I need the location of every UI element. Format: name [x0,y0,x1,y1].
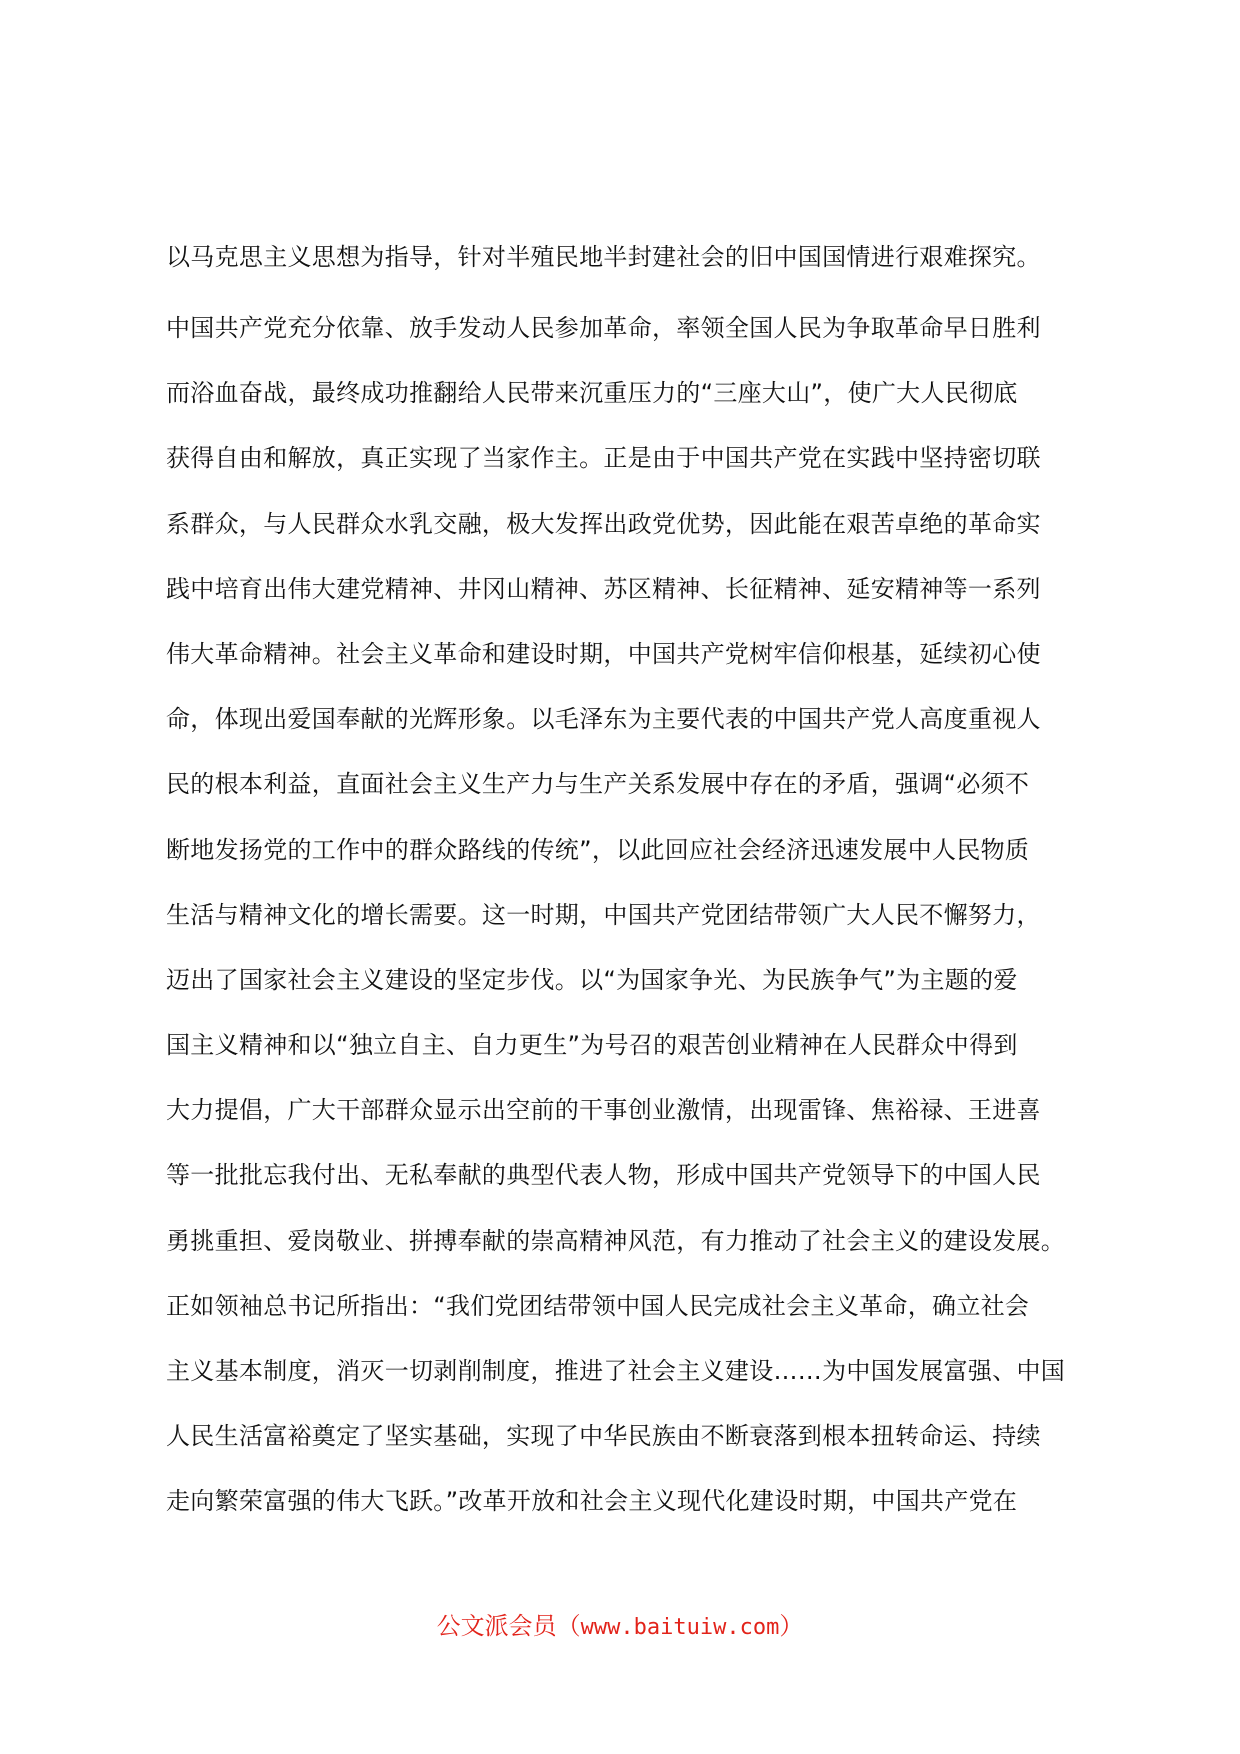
footer-site-url[interactable]: www.baituiw.com [580,1615,780,1640]
footer-open-paren: （ [556,1612,581,1640]
text-line: 民的根本利益，直面社会主义生产力与生产关系发展中存在的矛盾，强调“必须不 [166,770,1030,799]
text-line: 勇挑重担、爱岗敬业、拼搏奉献的崇高精神风范，有力推动了社会主义的建设发展。 [166,1226,1066,1255]
text-line: 等一批批忘我付出、无私奉献的典型代表人物，形成中国共产党领导下的中国人民 [166,1161,1041,1190]
text-line: 国主义精神和以“独立自主、自力更生”为号召的艰苦创业精神在人民群众中得到 [166,1031,1018,1060]
footer-watermark [0,1606,1240,1641]
text-line: 中国共产党充分依靠、放手发动人民参加革命，率领全国人民为争取革命早日胜利 [166,314,1041,342]
text-line: 生活与精神文化的增长需要。这一时期，中国共产党团结带领广大人民不懈努力， [166,900,1041,929]
text-line: 系群众，与人民群众水乳交融，极大发挥出政党优势，因此能在艰苦卓绝的革命实 [166,509,1041,538]
text-line: 断地发扬党的工作中的群众路线的传统”，以此回应社会经济迅速发展中人民物质 [166,835,1030,864]
text-line: 迈出了国家社会主义建设的坚定步伐。以“为国家争光、为民族争气”为主题的爱 [166,965,1018,994]
text-line: 走向繁荣富强的伟大飞跃。”改革开放和社会主义现代化建设时期，中国共产党在 [166,1487,1018,1516]
text-line: 以马克思主义思想为指导，针对半殖民地半封建社会的旧中国国情进行艰难探究。 [166,243,1041,271]
text-line: 伟大革命精神。社会主义革命和建设时期，中国共产党树牢信仰根基，延续初心使 [166,639,1041,668]
footer-close-paren: ） [779,1612,804,1640]
text-line: 践中培育出伟大建党精神、井冈山精神、苏区精神、长征精神、延安精神等一系列 [166,574,1041,603]
text-line: 主义基本制度，消灭一切剥削制度，推进了社会主义建设……为中国发展富强、中国 [166,1357,1066,1385]
text-line: 获得自由和解放，真正实现了当家作主。正是由于中国共产党在实践中坚持密切联 [166,444,1041,473]
footer-label: 公文派会员 [436,1612,557,1640]
text-line: 正如领袖总书记所指出：“我们党团结带领中国人民完成社会主义革命，确立社会 [166,1291,1030,1320]
text-line: 大力提倡，广大干部群众显示出空前的干事创业激情，出现雷锋、焦裕禄、王进喜 [166,1096,1041,1125]
text-line: 而浴血奋战，最终成功推翻给人民带来沉重压力的“三座大山”，使广大人民彻底 [166,379,1018,408]
text-line: 命，体现出爱国奉献的光辉形象。以毛泽东为主要代表的中国共产党人高度重视人 [166,705,1041,734]
body-text [166,218,1086,1535]
text-line: 人民生活富裕奠定了坚实基础，实现了中华民族由不断衰落到根本扭转命运、持续 [166,1422,1041,1451]
